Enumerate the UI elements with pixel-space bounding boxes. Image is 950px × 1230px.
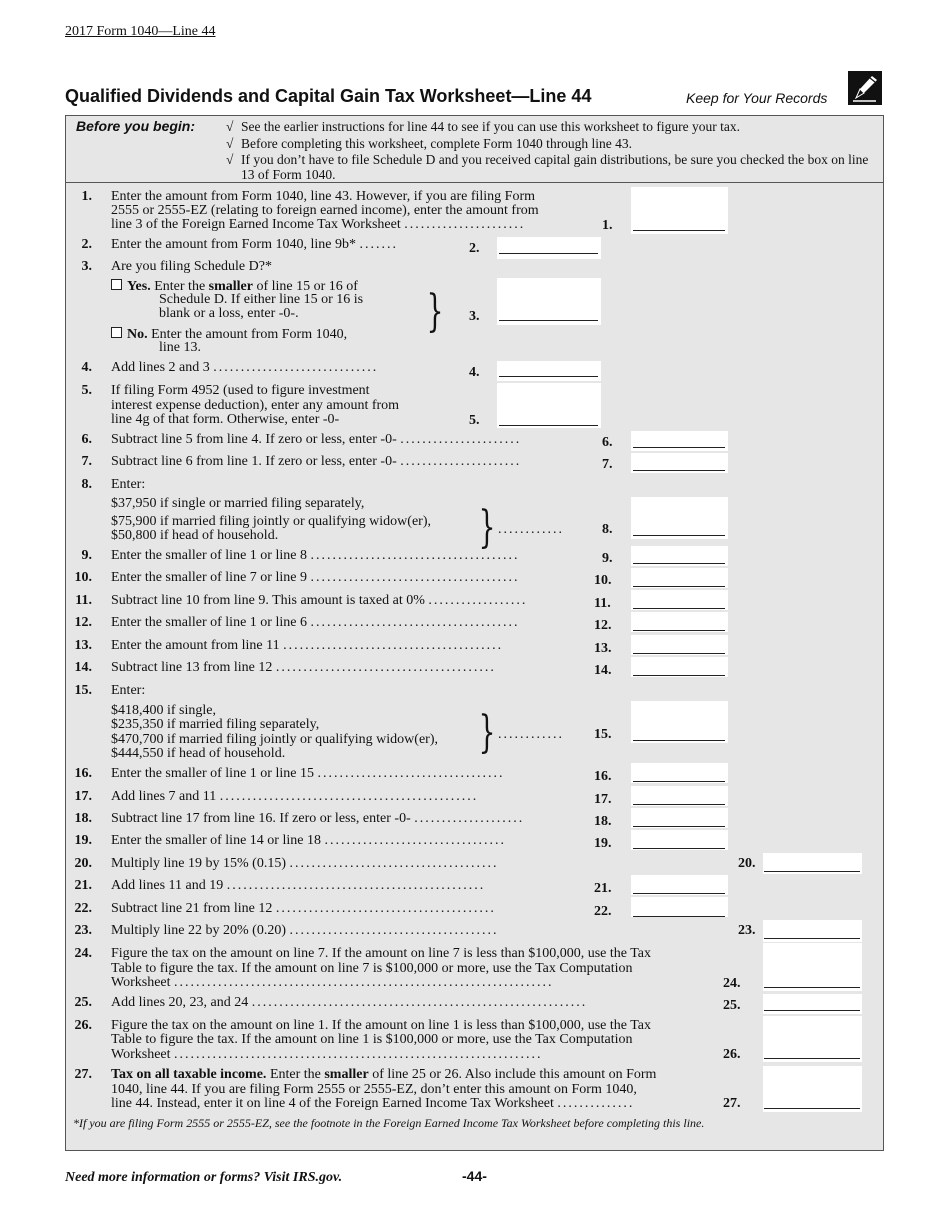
line-23-ref: 23. xyxy=(738,923,756,938)
line-24-text: Worksheet ..................................................................... xyxy=(111,975,554,990)
line-1-box xyxy=(631,187,728,234)
line-22-text: Subtract line 21 from line 12 ........................................ xyxy=(111,901,496,916)
line-3-box xyxy=(497,278,601,325)
checkmark-icon: √ xyxy=(226,119,234,134)
line-8-box xyxy=(631,497,728,539)
line-22-ref: 22. xyxy=(594,904,612,919)
line-4-entry[interactable] xyxy=(499,376,598,377)
line-12-box xyxy=(631,612,728,632)
line-6-ref: 6. xyxy=(602,435,613,450)
footer-more-info: Need more information or forms? Visit IRS.gov. xyxy=(65,1170,343,1185)
line-1-text: line 3 of the Foreign Earned Income Tax Worksheet ...................... xyxy=(111,217,526,232)
line-21-number: 21. xyxy=(74,878,92,893)
line-19-number: 19. xyxy=(74,833,92,848)
line-2-number: 2. xyxy=(81,237,92,252)
line-13-entry[interactable] xyxy=(633,653,725,654)
line-10-entry[interactable] xyxy=(633,586,725,587)
line-7-ref: 7. xyxy=(602,457,613,472)
line-15-entry[interactable] xyxy=(633,740,725,741)
line-20-ref: 20. xyxy=(738,856,756,871)
line-24-box xyxy=(763,943,862,991)
line-20-text: Multiply line 19 by 15% (0.15) ...................................... xyxy=(111,856,499,871)
line-22-number: 22. xyxy=(74,901,92,916)
line-24-text: Figure the tax on the amount on line 7. If the amount on line 7 is less than $100,000, use the Tax xyxy=(111,946,652,961)
line-18-entry[interactable] xyxy=(633,826,725,827)
line-12-text: Enter the smaller of line 1 or line 6 ...................................... xyxy=(111,615,520,630)
line-26-number: 26. xyxy=(74,1018,92,1033)
line-26-text: Figure the tax on the amount on line 1. If the amount on line 1 is less than $100,000, use the Tax xyxy=(111,1018,652,1033)
line-24-text: Table to figure the tax. If the amount on line 7 is $100,000 or more, use the Tax Computation xyxy=(111,961,633,976)
line-15-ref: 15. xyxy=(594,727,612,742)
line-23-entry[interactable] xyxy=(764,938,860,939)
line-5-text: line 4g of that form. Otherwise, enter -0- xyxy=(111,412,340,427)
line-16-ref: 16. xyxy=(594,769,612,784)
line-26-entry[interactable] xyxy=(764,1058,860,1059)
line-23-text: Multiply line 22 by 20% (0.20) ...................................... xyxy=(111,923,499,938)
checkmark-icon: √ xyxy=(226,136,234,151)
line-17-ref: 17. xyxy=(594,792,612,807)
line-9-entry[interactable] xyxy=(633,563,725,564)
line-3-ref: 3. xyxy=(469,309,480,324)
line-3-number: 3. xyxy=(81,259,92,274)
line-10-number: 10. xyxy=(74,570,92,585)
line-5-text: If filing Form 4952 (used to figure investment xyxy=(111,383,370,398)
line-3-text: Schedule D. If either line 15 or 16 is xyxy=(159,292,364,307)
line-3-text: blank or a loss, enter -0-. xyxy=(159,306,299,321)
leader-dots: ............ xyxy=(498,727,564,742)
brace: } xyxy=(426,286,444,337)
line-24-entry[interactable] xyxy=(764,987,860,988)
line-15-text: $418,400 if single, xyxy=(111,703,216,718)
line-24-number: 24. xyxy=(74,946,92,961)
footnote: *If you are filing Form 2555 or 2555-EZ, see the footnote in the Foreign Earned Income Tax Worksheet before completing this line. xyxy=(73,1116,705,1130)
line-13-number: 13. xyxy=(74,638,92,653)
line-4-box xyxy=(497,361,601,381)
line-1-text: Enter the amount from Form 1040, line 43. However, if you are filing Form xyxy=(111,189,536,204)
no-checkbox[interactable] xyxy=(111,327,122,338)
line-16-text: Enter the smaller of line 1 or line 15 .................................. xyxy=(111,766,505,781)
line-27-number: 27. xyxy=(74,1067,92,1082)
line-15-number: 15. xyxy=(74,683,92,698)
line-23-number: 23. xyxy=(74,923,92,938)
line-19-entry[interactable] xyxy=(633,848,725,849)
line-15-text: $235,350 if married filing separately, xyxy=(111,717,320,732)
line-15-text: $444,550 if head of household. xyxy=(111,746,286,761)
line-18-number: 18. xyxy=(74,811,92,826)
line-11-entry[interactable] xyxy=(633,608,725,609)
line-15-text: Enter: xyxy=(111,683,146,698)
line-21-text: Add lines 11 and 19 ............................................... xyxy=(111,878,486,893)
line-13-ref: 13. xyxy=(594,641,612,656)
line-17-text: Add lines 7 and 11 ............................................... xyxy=(111,789,479,804)
line-5-ref: 5. xyxy=(469,413,480,428)
line-5-box xyxy=(497,383,601,428)
checkmark-icon: √ xyxy=(226,152,234,167)
line-17-entry[interactable] xyxy=(633,804,725,805)
line-17-number: 17. xyxy=(74,789,92,804)
line-14-box xyxy=(631,657,728,677)
line-2-ref: 2. xyxy=(469,241,480,256)
brace: } xyxy=(478,707,496,758)
line-22-box xyxy=(631,897,728,917)
line-7-text: Subtract line 6 from line 1. If zero or less, enter -0- ...................... xyxy=(111,454,522,469)
line-18-box xyxy=(631,808,728,828)
keep-for-records-note: Keep for Your Records xyxy=(686,90,828,106)
line-21-box xyxy=(631,875,728,895)
line-3-text: line 13. xyxy=(159,340,201,355)
line-16-number: 16. xyxy=(74,766,92,781)
line-25-box xyxy=(763,994,862,1014)
line-9-number: 9. xyxy=(81,548,92,563)
line-3-entry[interactable] xyxy=(499,320,598,321)
line-27-text: line 44. Instead, enter it on line 4 of the Foreign Earned Income Tax Worksheet .............. xyxy=(111,1096,635,1111)
page-title: Qualified Dividends and Capital Gain Tax Worksheet—Line 44 xyxy=(65,86,592,106)
line-15-text: $470,700 if married filing jointly or qualifying widow(er), xyxy=(111,732,438,747)
line-11-box xyxy=(631,590,728,610)
brace: } xyxy=(478,502,496,553)
line-18-ref: 18. xyxy=(594,814,612,829)
line-14-text: Subtract line 13 from line 12 ........................................ xyxy=(111,660,496,675)
line-8-text: $37,950 if single or married filing separately, xyxy=(111,496,365,511)
line-7-entry[interactable] xyxy=(633,470,725,471)
line-19-ref: 19. xyxy=(594,836,612,851)
line-27-ref: 27. xyxy=(723,1096,741,1111)
line-13-text: Enter the amount from line 11 ........................................ xyxy=(111,638,504,653)
line-8-text: $75,900 if married filing jointly or qualifying widow(er), xyxy=(111,514,431,529)
line-4-text: Add lines 2 and 3 .............................. xyxy=(111,360,379,375)
line-27-box xyxy=(763,1066,862,1112)
line-6-entry[interactable] xyxy=(633,447,725,448)
line-1-entry[interactable] xyxy=(633,230,725,231)
line-3-no-option[interactable]: No. Enter the amount from Form 1040, xyxy=(111,327,347,342)
line-27-entry[interactable] xyxy=(764,1108,860,1109)
line-15-box xyxy=(631,701,728,743)
page-number: -44- xyxy=(462,1168,487,1184)
line-1-number: 1. xyxy=(81,189,92,204)
line-8-entry[interactable] xyxy=(633,535,725,536)
line-9-ref: 9. xyxy=(602,551,613,566)
line-12-ref: 12. xyxy=(594,618,612,633)
line-11-ref: 11. xyxy=(594,596,611,611)
line-26-text: Table to figure the tax. If the amount on line 1 is $100,000 or more, use the Tax Computation xyxy=(111,1032,633,1047)
line-10-box xyxy=(631,568,728,588)
line-13-box xyxy=(631,635,728,655)
line-22-entry[interactable] xyxy=(633,916,725,917)
line-8-ref: 8. xyxy=(602,522,613,537)
line-19-text: Enter the smaller of line 14 or line 18 ................................. xyxy=(111,833,506,848)
line-11-number: 11. xyxy=(75,593,92,608)
line-21-ref: 21. xyxy=(594,881,612,896)
leader-dots: ............ xyxy=(498,522,564,537)
line-25-entry[interactable] xyxy=(764,1010,860,1011)
line-6-box xyxy=(631,431,728,451)
line-11-text: Subtract line 10 from line 9. This amount is taxed at 0% .................. xyxy=(111,593,528,608)
line-5-entry[interactable] xyxy=(499,425,598,426)
line-25-number: 25. xyxy=(74,995,92,1010)
line-19-box xyxy=(631,830,728,850)
line-20-number: 20. xyxy=(74,856,92,871)
line-27-text: 1040, line 44. If you are filing Form 2555 or 2555-EZ, don’t enter this amount on Form 1040, xyxy=(111,1082,637,1097)
line-14-entry[interactable] xyxy=(633,675,725,676)
line-1-text: 2555 or 2555-EZ (relating to foreign earned income), enter the amount from xyxy=(111,203,539,218)
line-17-box xyxy=(631,786,728,806)
pencil-icon xyxy=(848,71,882,105)
line-1-ref: 1. xyxy=(602,218,613,233)
line-10-ref: 10. xyxy=(594,573,612,588)
line-10-text: Enter the smaller of line 7 or line 9 ...................................... xyxy=(111,570,520,585)
line-16-entry[interactable] xyxy=(633,781,725,782)
line-6-number: 6. xyxy=(81,432,92,447)
line-25-ref: 25. xyxy=(723,998,741,1013)
line-27-text: Tax on all taxable income. Enter the smaller of line 25 or 26. Also include this amount on Form xyxy=(111,1067,657,1082)
line-8-text: $50,800 if head of household. xyxy=(111,528,279,543)
line-3-text: Are you filing Schedule D?* xyxy=(111,259,272,274)
before-you-begin-label: Before you begin: xyxy=(76,118,196,134)
line-12-number: 12. xyxy=(74,615,92,630)
line-2-box xyxy=(497,237,601,259)
line-2-entry[interactable] xyxy=(499,253,598,254)
line-26-ref: 26. xyxy=(723,1047,741,1062)
line-7-number: 7. xyxy=(81,454,92,469)
line-21-entry[interactable] xyxy=(633,893,725,894)
line-26-text: Worksheet ................................................................... xyxy=(111,1047,543,1062)
line-14-number: 14. xyxy=(74,660,92,675)
yes-checkbox[interactable] xyxy=(111,279,122,290)
line-4-number: 4. xyxy=(81,360,92,375)
line-12-entry[interactable] xyxy=(633,630,725,631)
line-2-text: Enter the amount from Form 1040, line 9b* ....... xyxy=(111,237,398,252)
line-14-ref: 14. xyxy=(594,663,612,678)
line-8-text: Enter: xyxy=(111,477,146,492)
line-5-number: 5. xyxy=(81,383,92,398)
line-4-ref: 4. xyxy=(469,365,480,380)
line-6-text: Subtract line 5 from line 4. If zero or less, enter -0- ...................... xyxy=(111,432,522,447)
line-24-ref: 24. xyxy=(723,976,741,991)
line-8-number: 8. xyxy=(81,477,92,492)
line-26-box xyxy=(763,1016,862,1062)
running-head: 2017 Form 1040—Line 44 xyxy=(65,24,216,39)
line-16-box xyxy=(631,763,728,783)
line-18-text: Subtract line 17 from line 16. If zero or less, enter -0- .................... xyxy=(111,811,525,826)
line-5-text: interest expense deduction), enter any amount from xyxy=(111,398,400,413)
line-9-text: Enter the smaller of line 1 or line 8 ...................................... xyxy=(111,548,520,563)
line-20-entry[interactable] xyxy=(764,871,860,872)
line-25-text: Add lines 20, 23, and 24 ............................................................. xyxy=(111,995,588,1010)
line-3-yes-option[interactable]: Yes. Enter the smaller of line 15 or 16 of xyxy=(111,279,358,294)
